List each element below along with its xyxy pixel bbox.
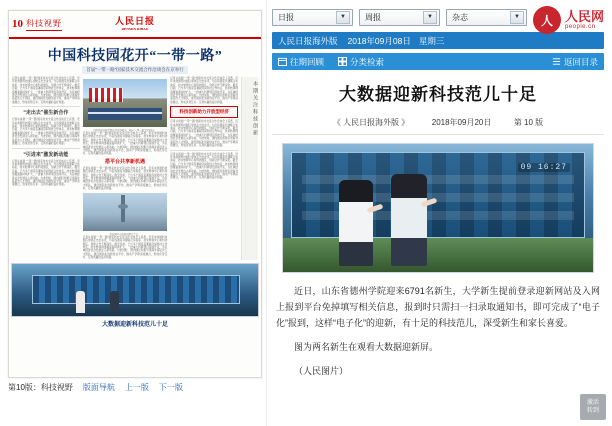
newspaper-columns — [9, 77, 261, 260]
article-source: 《 人民日报海外版 》 — [332, 118, 410, 127]
subhead-2: “引进来”激发新动能 — [23, 151, 69, 158]
article-title: 大数据迎新科技范儿十足 — [339, 85, 537, 104]
article-credit: （人民图片） — [294, 366, 349, 376]
edition-date: 2018年09月08日 — [347, 35, 411, 46]
chevron-down-icon[interactable]: ▼ — [510, 11, 524, 24]
category-search-label: 分类检索 — [350, 56, 385, 67]
newspaper-column-2 — [83, 77, 168, 260]
edition-title: 人民日报海外版 — [278, 35, 338, 46]
chevron-down-icon[interactable]: ▼ — [336, 11, 350, 24]
tower-decoration — [121, 195, 125, 222]
student-figure-a — [339, 180, 373, 266]
edition-infobar — [272, 32, 604, 49]
column-2-text-b: 记者从首届“一带一路”国家技术交流合作洽谈会上获悉，近年来我国科技园区加快走出去步伐，与沿线国家共建联合实验室、技术转移中心和科技园区，创新合作不断深化。截至目前，已与多个国家签署政府间科技合作协定，技术转移网络覆盖面持续扩大，一批重大科研项目落地开花，为区域经济社会发展注入新动能。与此同时，国内园区积极引进海外高层次人才团队，建设国际化创新创业平台，推动产学研深度融合，形成优势互补、互利共赢的良好局面。 — [82, 166, 168, 191]
person-decoration-a — [76, 291, 85, 313]
newspaper-column-3 — [170, 77, 238, 260]
vertical-divider — [266, 0, 267, 426]
column-rule — [12, 106, 80, 107]
column-3-text: 记者从首届“一带一路”国家技术交流合作洽谈会上获悉，近年来我国科技园区加快走出去步伐，与沿线国家共建联合实验室、技术转移中心和科技园区，创新合作不断深化。截至目前，已与多个国家签署政府间科技合作协定，技术转移网络覆盖面持续扩大，一批重大科研项目落地开花，为区域经济社会发展注入新动能。与此同时，国内园区积极引进海外高层次人才团队，建设国际化创新创业平台，推动产学研深度融合，形成优势互补、互利共赢的良好局面。 — [170, 77, 238, 104]
page-nav-next[interactable]: 下一版 — [158, 383, 183, 392]
page-nav-prev[interactable]: 上一版 — [124, 383, 149, 392]
watermark-line-1: 激活 — [586, 400, 599, 406]
newspaper-photo-train — [83, 79, 168, 127]
article-date: 2018年09月20日 — [431, 118, 492, 127]
watermark-line-2: 转到 — [586, 408, 599, 414]
brand-name-cn: 人民网 — [564, 9, 604, 25]
category-search-button[interactable] — [338, 56, 384, 68]
column-rule-c — [170, 150, 238, 151]
flag-decoration — [89, 88, 123, 102]
section-name: 科技视野 — [26, 18, 62, 31]
back-to-list-label: 返回目录 — [563, 56, 598, 67]
newspaper-side-box — [170, 106, 238, 118]
student-figure-b — [391, 174, 427, 266]
column-2-text-c: 记者从首届“一带一路”国家技术交流合作洽谈会上获悉，近年来我国科技园区加快走出去步伐，与沿线国家共建联合实验室、技术转移中心和科技园区，创新合作不断深化。截至目前，已与多个国家签署政府间科技合作协定，技术转移网络覆盖面持续扩大，一批重大科研项目落地开花，为区域经济社会发展注入新动能。与此同时，国内园区积极引进海外高层次人才团队，建设国际化创新创业平台，推动产学研深度融合，形成优势互补、互利共赢的良好局面。 — [82, 235, 168, 260]
column-3-text-b: 记者从首届“一带一路”国家技术交流合作洽谈会上获悉，近年来我国科技园区加快走出去步伐，与沿线国家共建联合实验室、技术转移中心和科技园区，创新合作不断深化。截至目前，已与多个国家签署政府间科技合作协定，技术转移网络覆盖面持续扩大，一批重大科研项目落地开花，为区域经济社会发展注入新动能。与此同时，国内园区积极引进海外高层次人才团队，建设国际化创新创业平台，推动产学研深度融合，形成优势互补、互利共赢的良好局面。 — [170, 120, 238, 148]
column-1-text-c: 记者从首届“一带一路”国家技术交流合作洽谈会上获悉，近年来我国科技园区加快走出去步伐，与沿线国家共建联合实验室、技术转移中心和科技园区，创新合作不断深化。截至目前，已与多个国家签署政府间科技合作协定，技术转移网络覆盖面持续扩大，一批重大科研项目落地开花，为区域经济社会发展注入新动能。与此同时，国内园区积极引进海外高层次人才团队，建设国际化创新创业平台，推动产学研深度融合，形成优势互补、互利共赢的良好局面。 — [12, 159, 80, 187]
article-page: 第 10 版 — [513, 118, 544, 127]
screen-wall-decoration — [32, 275, 241, 304]
side-box-title: 科技创新助力开放型经济 — [179, 109, 229, 115]
subhead-3: 搭平台共享新机遇 — [104, 158, 145, 165]
paper-navigation — [8, 382, 260, 393]
select-daily-value: 日报 — [278, 12, 294, 22]
watermark — [580, 394, 606, 420]
ground-decoration — [283, 238, 593, 272]
column-rule-b — [12, 148, 80, 149]
prev-issue-button[interactable] — [278, 56, 324, 68]
article-body — [276, 283, 600, 379]
newspaper-column-1 — [12, 77, 80, 260]
section-number: 10 — [12, 18, 23, 30]
select-magazine-value: 杂志 — [452, 12, 468, 22]
current-page-label: 第10版：科技视野 — [8, 383, 73, 392]
article-content — [272, 80, 604, 379]
newspaper-bottom-photo — [11, 263, 259, 317]
subhead-1: “走出去”催生新合作 — [23, 110, 69, 117]
select-weekly-value: 周报 — [365, 12, 381, 22]
prev-issue-label: 往期回顾 — [290, 56, 325, 67]
site-brand[interactable] — [533, 6, 604, 34]
brand-logo-icon: 人 — [533, 6, 561, 34]
action-bar — [272, 53, 604, 70]
column-1-text-b: 记者从首届“一带一路”国家技术交流合作洽谈会上获悉，近年来我国科技园区加快走出去步伐，与沿线国家共建联合实验室、技术转移中心和科技园区，创新合作不断深化。截至目前，已与多个国家签署政府间科技合作协定，技术转移网络覆盖面持续扩大，一批重大科研项目落地开花，为区域经济社会发展注入新动能。与此同时，国内园区积极引进海外高层次人才团队，建设国际化创新创业平台，推动产学研深度融合，形成优势互补、互利共赢的良好局面。 — [12, 118, 80, 146]
train-decoration — [88, 108, 162, 120]
list-icon — [552, 57, 561, 66]
chevron-down-icon[interactable]: ▼ — [423, 11, 437, 24]
article-meta — [272, 117, 604, 128]
newspaper-kicker: 首届“一带一路”国家技术交流合作洽谈会在京举行 — [9, 66, 261, 74]
column-2-text: 记者从首届“一带一路”国家技术交流合作洽谈会上获悉，近年来我国科技园区加快走出去步伐，与沿线国家共建联合实验室、技术转移中心和科技园区，创新合作不断深化。截至目前，已与多个国家签署政府间科技合作协定，技术转移网络覆盖面持续扩大，一批重大科研项目落地开花，为区域经济社会发展注入新动能。与此同时，国内园区积极引进海外高层次人才团队，建设国际化创新创业平台，推动产学研深度融合，形成优势互补、互利共赢的良好局面。 — [82, 132, 168, 156]
select-daily[interactable] — [272, 9, 353, 26]
article-paragraph-2: 图为两名新生在观看大数据迎新屏。 — [294, 342, 439, 352]
led-screen-wall — [291, 152, 585, 238]
edition-toolbar — [272, 8, 604, 30]
page-nav-back[interactable]: 版面导航 — [82, 383, 115, 392]
masthead-logo-sub: RENMIN RIBAO — [121, 27, 149, 31]
masthead-logo: 人民日报 RENMIN RIBAO — [114, 16, 156, 31]
newspaper-photo-caption: 中欧班列满载货物从西安港驶出，驶向“一带一路”沿线国家。 — [93, 129, 157, 132]
article-photo — [282, 143, 594, 273]
newspaper-photo2-caption: 科技园区内的创新孵化平台。 — [109, 232, 141, 236]
newspaper-page-image[interactable] — [8, 10, 262, 378]
article-rule — [272, 134, 604, 135]
select-weekly[interactable] — [359, 9, 440, 26]
article-paragraph-1: 近日，山东省德州学院迎来6791名新生，大学新生提前登录迎新网站及入网上报到平台免掉填写相关信息，报到时只需扫一扫录取通知书，即可完成了“电子化”报到，这样“电子化”的迎新，有十足的科技范儿，深受新生和家长喜爱。 — [276, 286, 600, 328]
newspaper-bottom-banner: 大数据迎新科技范儿十足 — [101, 321, 168, 328]
back-to-list-button[interactable] — [552, 56, 598, 68]
article-panel — [272, 8, 604, 418]
calendar-icon — [278, 57, 287, 66]
grid-icon — [338, 57, 347, 66]
edition-weekday: 星期三 — [418, 35, 445, 46]
screen-timestamp: 09 16:27 — [518, 163, 570, 172]
brand-name-en: people.cn — [564, 23, 596, 30]
brand-text — [565, 10, 604, 30]
newspaper-photo-tower — [83, 193, 168, 231]
newspaper-headline: 中国科技园花开“一带一路” — [47, 49, 223, 64]
column-3-text-c: 记者从首届“一带一路”国家技术交流合作洽谈会上获悉，近年来我国科技园区加快走出去步伐，与沿线国家共建联合实验室、技术转移中心和科技园区，创新合作不断深化。截至目前，已与多个国家签署政府间科技合作协定，技术转移网络覆盖面持续扩大，一批重大科研项目落地开花，为区域经济社会发展注入新动能。与此同时，国内园区积极引进海外高层次人才团队，建设国际化创新创业平台，推动产学研深度融合，形成优势互补、互利共赢的良好局面。 — [170, 152, 238, 180]
person-decoration-b — [110, 291, 119, 313]
column-1-text: 记者从首届“一带一路”国家技术交流合作洽谈会上获悉，近年来我国科技园区加快走出去步伐，与沿线国家共建联合实验室、技术转移中心和科技园区，创新合作不断深化。截至目前，已与多个国家签署政府间科技合作协定，技术转移网络覆盖面持续扩大，一批重大科研项目落地开花，为区域经济社会发展注入新动能。与此同时，国内园区积极引进海外高层次人才团队，建设国际化创新创业平台，推动产学研深度融合，形成优势互补、互利共赢的良好局面。 — [12, 77, 80, 104]
newspaper-masthead — [9, 11, 261, 39]
select-magazine[interactable] — [446, 9, 527, 26]
newspaper-vertical-strip: 本期关注科技创新 — [241, 77, 258, 260]
